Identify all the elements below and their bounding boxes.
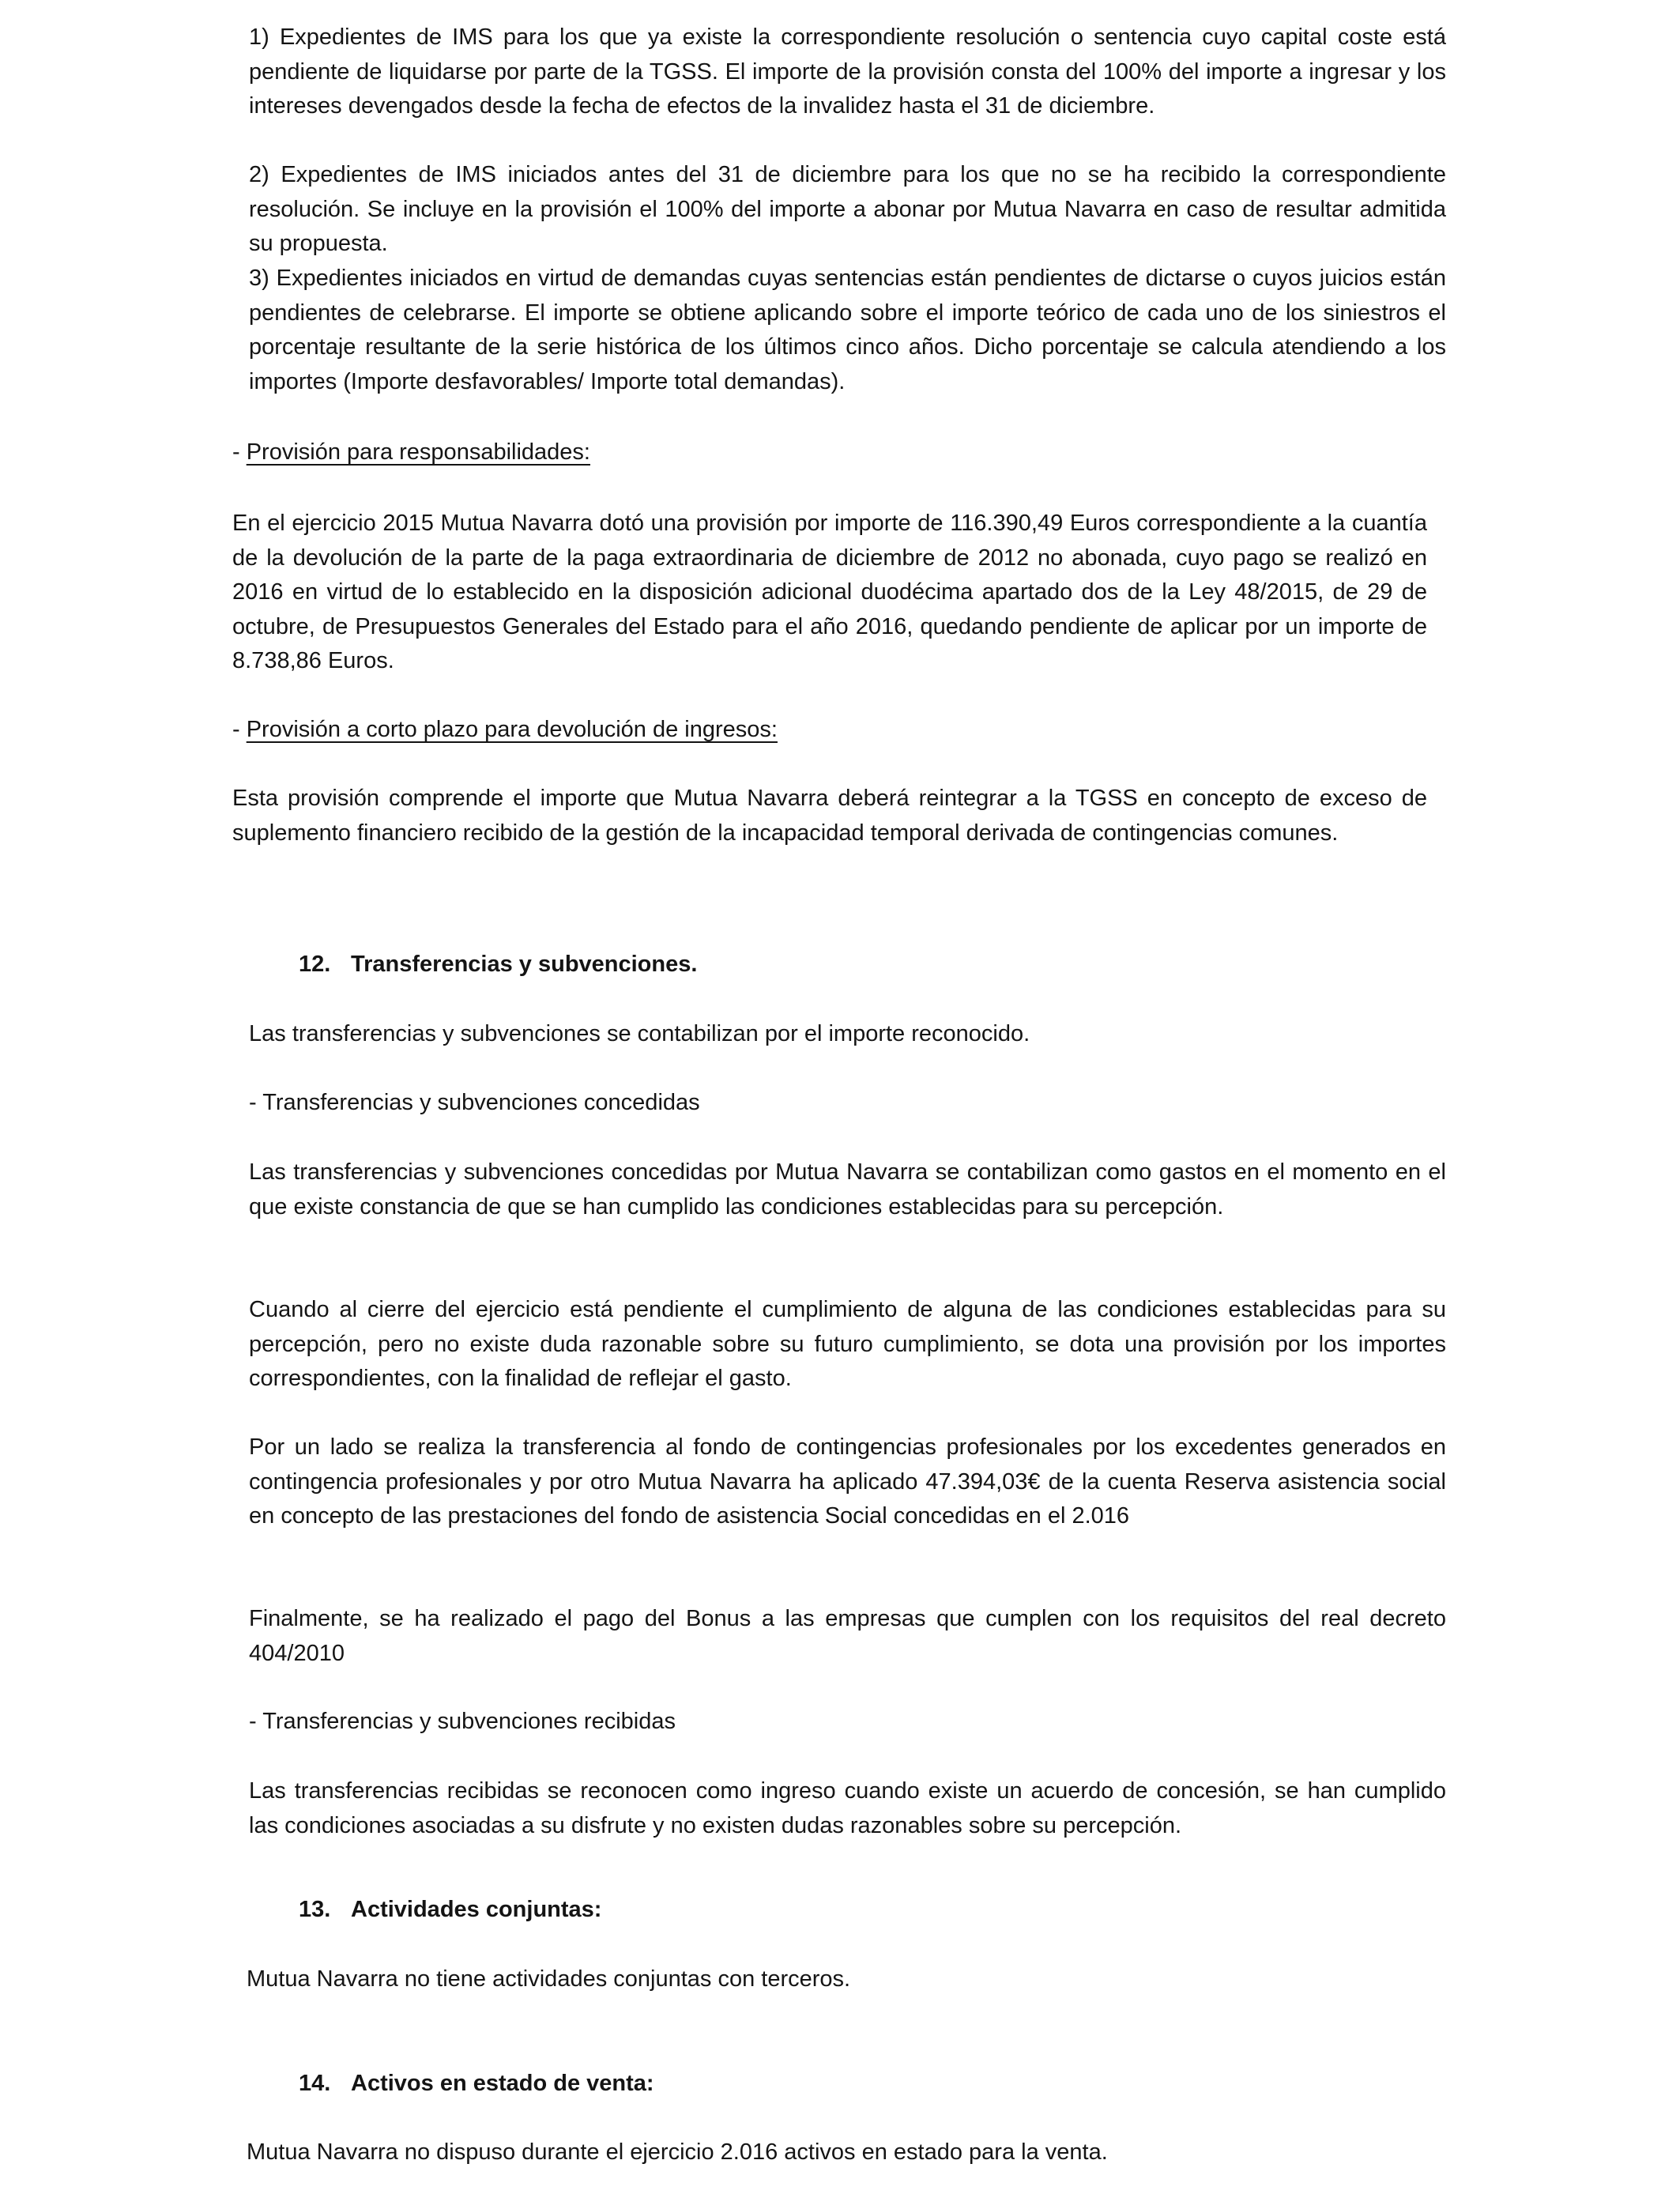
section-13-body: Mutua Navarra no tiene actividades conjuntas con terceros.: [247, 1966, 851, 1992]
section-12-p1: Las transferencias y subvenciones concedidas por Mutua Navarra se contabilizan como gastos en el momento en el que existe constancia de que se han cumplido las condiciones establecidas para su percepción.: [249, 1159, 1446, 1220]
section-title: Actividades conjuntas:: [351, 1897, 602, 1922]
section-title: Transferencias y subvenciones.: [351, 952, 698, 977]
subheading-prefix: -: [232, 439, 247, 465]
subheading-prefix: -: [232, 717, 247, 742]
section-12-heading: [299, 948, 697, 982]
responsabilidades-body: En el ejercicio 2015 Mutua Navarra dotó una provisión por importe de 116.390,49 Euros correspondiente a la cuantía de la devolución de la parte de la paga extraordinaria de diciembre de 2012 no abonada, cuyo pago se realizó en 2016 en virtud de lo establecido en la disposición adicional duodécima apartado dos de la Ley 48/2015, de 29 de octubre, de Presupuestos Generales del Estado para el año 2016, quedando pendiente de aplicar por un importe de 8.738,86 Euros.: [232, 511, 1427, 673]
list-item-3: 3) Expedientes iniciados en virtud de demandas cuyas sentencias están pendientes de dictarse o cuyos juicios están pendientes de celebrarse. El importe se obtiene aplicando sobre el importe teórico de cada uno de los siniestros el porcentaje resultante de la serie histórica de los últimos cinco años. Dicho porcentaje se calcula atendiendo a los importes (Importe desfavorables/ Importe total demandas).: [249, 266, 1446, 394]
section-number: 12.: [299, 952, 331, 977]
sub-concedidas: - Transferencias y subvenciones concedidas: [249, 1090, 700, 1115]
section-title: Activos en estado de venta:: [351, 2071, 654, 2096]
section-14-heading: [299, 2067, 654, 2102]
section-12-p5: Las transferencias recibidas se reconocen como ingreso cuando existe un acuerdo de concesión, se han cumplido las condiciones asociadas a su disfrute y no existen dudas razonables sobre su percepción.: [249, 1778, 1446, 1838]
subheading-devolucion: [232, 713, 778, 748]
section-14-body: Mutua Navarra no dispuso durante el ejercicio 2.016 activos en estado para la venta.: [247, 2139, 1108, 2165]
subheading-title: Provisión para responsabilidades:: [246, 439, 590, 465]
list-item-2: 2) Expedientes de IMS iniciados antes del 31 de diciembre para los que no se ha recibido la correspondiente resolución. Se incluye en la provisión el 100% del importe a abonar por Mutua Navarra en caso de resultar admitida su propuesta.: [249, 162, 1446, 256]
list-item-1: 1) Expedientes de IMS para los que ya existe la correspondiente resolución o sentencia cuyo capital coste está pendiente de liquidarse por parte de la TGSS. El importe de la provisión consta del 100% del importe a ingresar y los intereses devengados desde la fecha de efectos de la invalidez hasta el 31 de diciembre.: [249, 25, 1446, 119]
section-12-p4: Finalmente, se ha realizado el pago del Bonus a las empresas que cumplen con los requisitos del real decreto 404/2010: [249, 1606, 1446, 1666]
section-12-p3: Por un lado se realiza la transferencia al fondo de contingencias profesionales por los excedentes generados en contingencia profesionales y por otro Mutua Navarra ha aplicado 47.394,03€ de la cuenta Reserva asistencia social en concepto de las prestaciones del fondo de asistencia Social concedidas en el 2.016: [249, 1434, 1446, 1529]
section-number: 13.: [299, 1897, 331, 1922]
subheading-title: Provisión a corto plazo para devolución de ingresos:: [246, 717, 778, 742]
devolucion-body: Esta provisión comprende el importe que Mutua Navarra deberá reintegrar a la TGSS en concepto de exceso de suplemento financiero recibido de la gestión de la incapacidad temporal derivada de contingencias comunes.: [232, 786, 1427, 846]
section-number: 14.: [299, 2071, 331, 2096]
subheading-responsabilidades: [232, 435, 590, 470]
section-12-p2: Cuando al cierre del ejercicio está pendiente el cumplimiento de alguna de las condiciones establecidas para su percepción, pero no existe duda razonable sobre su futuro cumplimiento, se dota una provisión por los importes correspondientes, con la finalidad de reflejar el gasto.: [249, 1297, 1446, 1391]
section-12-intro: Las transferencias y subvenciones se contabilizan por el importe reconocido.: [249, 1021, 1030, 1046]
section-13-heading: [299, 1893, 601, 1928]
sub-recibidas: - Transferencias y subvenciones recibidas: [249, 1709, 676, 1734]
